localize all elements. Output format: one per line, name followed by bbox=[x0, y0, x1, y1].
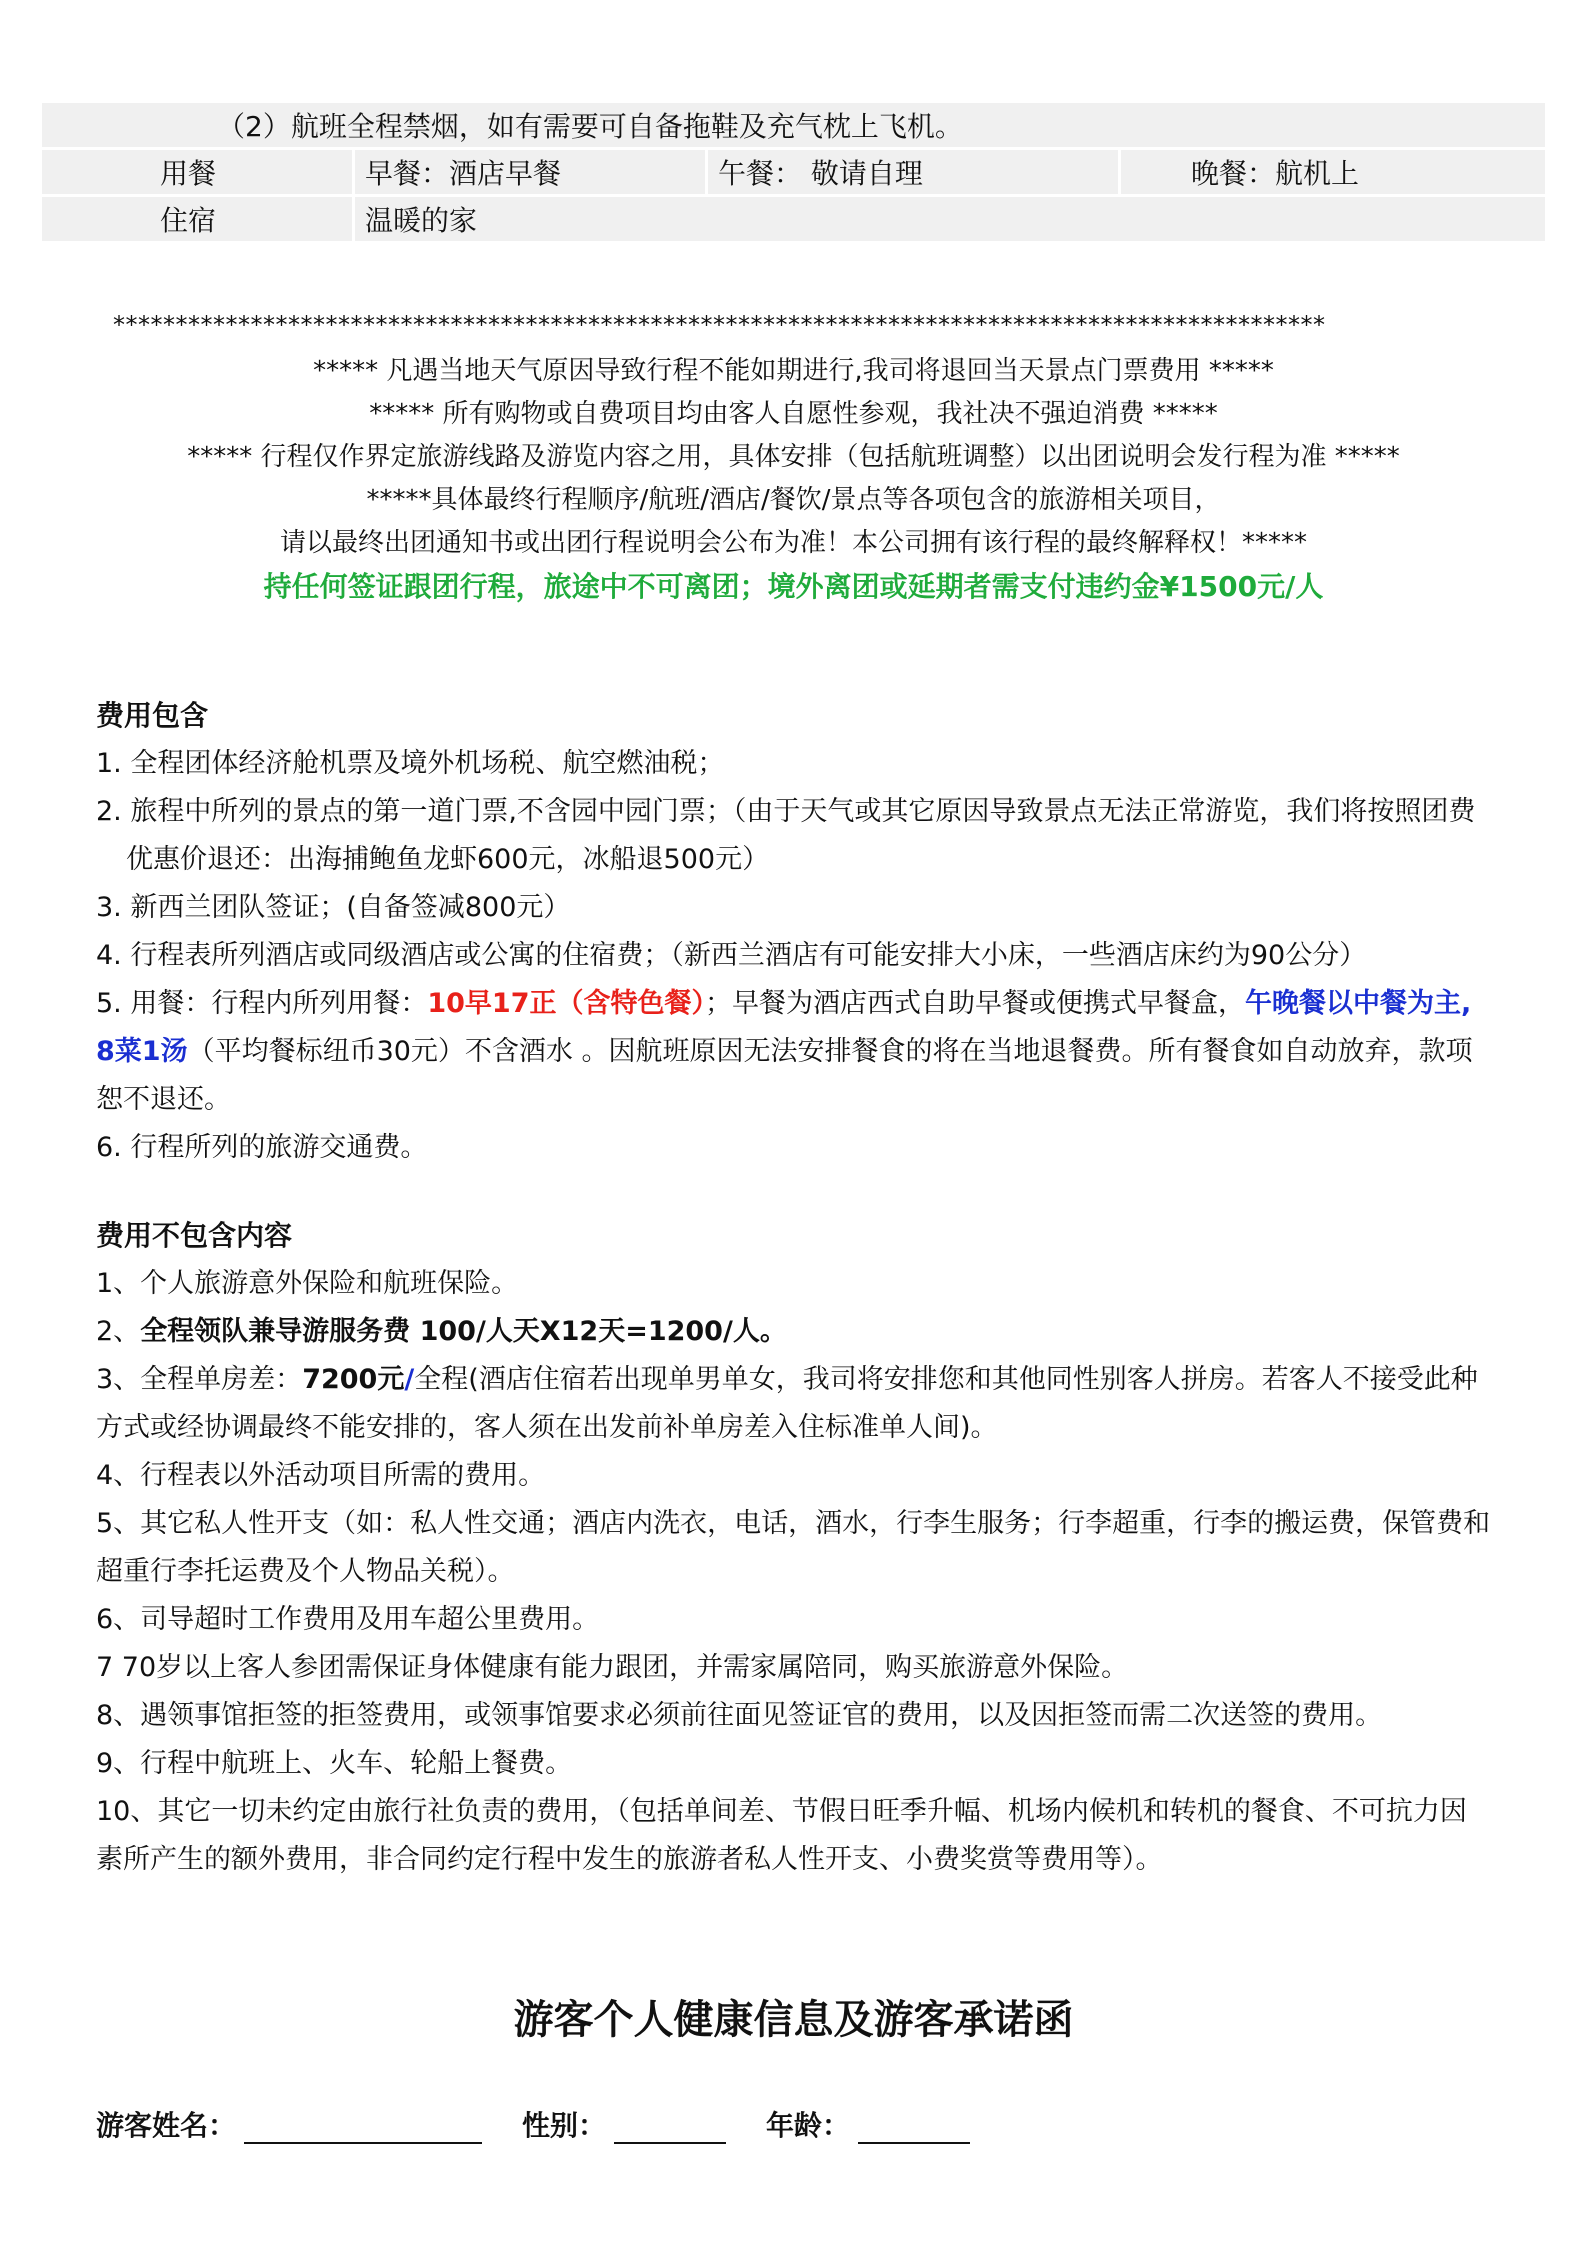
included-item-cont: 优惠价退还：出海捕鲍鱼龙虾600元，冰船退500元） bbox=[126, 844, 770, 875]
included-item-cont bbox=[96, 1028, 1546, 1076]
name-label: 游客姓名： bbox=[96, 2109, 237, 2142]
excluded-item bbox=[96, 1308, 1546, 1356]
meals-dishes: 8菜1汤 bbox=[96, 1036, 188, 1067]
included-heading: 费用包含 bbox=[96, 699, 209, 732]
included-item: 1. 全程团体经济舱机票及境外机场税、航空燃油税； bbox=[96, 748, 725, 779]
guide-fee: 全程领队兼导游服务费 100/人天X12天=1200/人。 bbox=[140, 1316, 787, 1347]
single-room-fee: 7200元 bbox=[302, 1364, 405, 1395]
meals-text: 5. 用餐：行程内所列用餐： bbox=[96, 988, 428, 1019]
meals-text: ；早餐为酒店西式自助早餐或便携式早餐盒， bbox=[705, 988, 1245, 1019]
meals-text: （平均餐标纽币30元）不含酒水 。因航班原因无法安排餐食的将在当地退餐费。所有餐食如自动放弃，款项 bbox=[187, 1036, 1473, 1067]
excluded-item-cont: 素所产生的额外费用，非合同约定行程中发生的旅游者私人性开支、小费奖赏等费用等）。 bbox=[96, 1844, 1163, 1875]
breakfast-cell: 早餐：酒店早餐 bbox=[352, 150, 705, 194]
tourist-info-form bbox=[96, 2104, 970, 2144]
included-item-meals bbox=[96, 980, 1546, 1028]
slash: / bbox=[404, 1364, 415, 1395]
excluded-item: 5、其它私人性开支（如：私人性交通；酒店内洗衣，电话，酒水，行李生服务；行李超重，行李的搬运费，保管费和 bbox=[96, 1508, 1491, 1539]
excluded-item: 6、司导超时工作费用及用车超公里费用。 bbox=[96, 1604, 600, 1635]
age-field[interactable] bbox=[858, 2112, 970, 2144]
flight-note: （2）航班全程禁烟，如有需要可自备拖鞋及充气枕上飞机。 bbox=[42, 103, 1545, 147]
included-item: 4. 行程表所列酒店或同级酒店或公寓的住宿费；（新西兰酒店有可能安排大小床，一些酒店床约为90公分） bbox=[96, 940, 1367, 971]
excluded-item-cont: 超重行李托运费及个人物品关税）。 bbox=[96, 1556, 515, 1587]
excluded-heading: 费用不包含内容 bbox=[96, 1219, 293, 1252]
included-item: 2. 旅程中所列的景点的第一道门票,不含园中园门票；（由于天气或其它原因导致景点无法正常游览，我们将按照团费 bbox=[96, 796, 1476, 827]
notice-weather: ***** 凡遇当地天气原因导致行程不能如期进行,我司将退回当天景点门票费用 ***** bbox=[313, 356, 1274, 386]
stay-row bbox=[42, 197, 1545, 241]
stay-label: 住宿 bbox=[42, 197, 352, 241]
star-divider: ************************************************************************************************* bbox=[113, 311, 1326, 339]
meal-label: 用餐 bbox=[42, 150, 352, 194]
meals-chinese: 午晚餐以中餐为主, bbox=[1245, 988, 1472, 1019]
stay-cell: 温暖的家 bbox=[352, 197, 1545, 241]
included-item: 3. 新西兰团队签证；(自备签减800元） bbox=[96, 892, 571, 923]
excluded-item-cont: 方式或经协调最终不能安排的，客人须在出发前补单房差入住标准单人间)。 bbox=[96, 1412, 998, 1443]
note-row bbox=[42, 103, 1545, 147]
fee-included-section bbox=[96, 692, 1546, 1172]
form-title: 游客个人健康信息及游客承诺函 bbox=[513, 1997, 1074, 2043]
included-item-cont: 恕不退还。 bbox=[96, 1084, 231, 1115]
excluded-item: 8、遇领事馆拒签的拒签费用，或领事馆要求必须前往面见签证官的费用，以及因拒签而需二次送签的费用。 bbox=[96, 1700, 1383, 1731]
dinner-cell: 晚餐：航机上 bbox=[1118, 150, 1545, 194]
item-text: 全程(酒店住宿若出现单男单女，我司将安排您和其他同性别客人拼房。若客人不接受此种 bbox=[414, 1364, 1478, 1395]
excluded-item: 7 70岁以上客人参团需保证身体健康有能力跟团，并需家属陪同，购买旅游意外保险。 bbox=[96, 1652, 1129, 1683]
notice-itinerary: ***** 行程仅作界定旅游线路及游览内容之用，具体安排（包括航班调整）以出团说明会发行程为准 ***** bbox=[187, 442, 1400, 472]
gender-label: 性别： bbox=[522, 2109, 607, 2142]
notice-penalty: 持任何签证跟团行程，旅途中不可离团；境外离团或延期者需支付违约金¥1500元/人 bbox=[263, 570, 1324, 603]
notice-shopping: ***** 所有购物或自费项目均由客人自愿性参观，我社决不强迫消费 ***** bbox=[369, 399, 1218, 429]
excluded-item: 4、行程表以外活动项目所需的费用。 bbox=[96, 1460, 546, 1491]
meal-row bbox=[42, 150, 1545, 194]
excluded-item: 1、个人旅游意外保险和航班保险。 bbox=[96, 1268, 519, 1299]
fee-excluded-section bbox=[96, 1212, 1546, 1884]
meals-count: 10早17正（含特色餐） bbox=[427, 988, 705, 1019]
excluded-item bbox=[96, 1356, 1546, 1404]
item-number: 2、 bbox=[96, 1316, 141, 1347]
itinerary-table bbox=[42, 100, 1545, 244]
notice-final-order: *****具体最终行程顺序/航班/酒店/餐饮/景点等各项包含的旅游相关项目， bbox=[366, 485, 1221, 515]
notice-final-right: 请以最终出团通知书或出团行程说明会公布为准！本公司拥有该行程的最终解释权！***** bbox=[279, 528, 1307, 558]
included-item: 6. 行程所列的旅游交通费。 bbox=[96, 1132, 428, 1163]
excluded-item: 10、其它一切未约定由旅行社负责的费用，（包括单间差、节假日旺季升幅、机场内候机和转机的餐食、不可抗力因 bbox=[96, 1796, 1467, 1827]
excluded-item: 9、行程中航班上、火车、轮船上餐费。 bbox=[96, 1748, 573, 1779]
name-field[interactable] bbox=[244, 2112, 482, 2144]
lunch-cell: 午餐： 敬请自理 bbox=[705, 150, 1118, 194]
gender-field[interactable] bbox=[614, 2112, 726, 2144]
item-text: 3、全程单房差： bbox=[96, 1364, 303, 1395]
age-label: 年龄： bbox=[766, 2109, 851, 2142]
